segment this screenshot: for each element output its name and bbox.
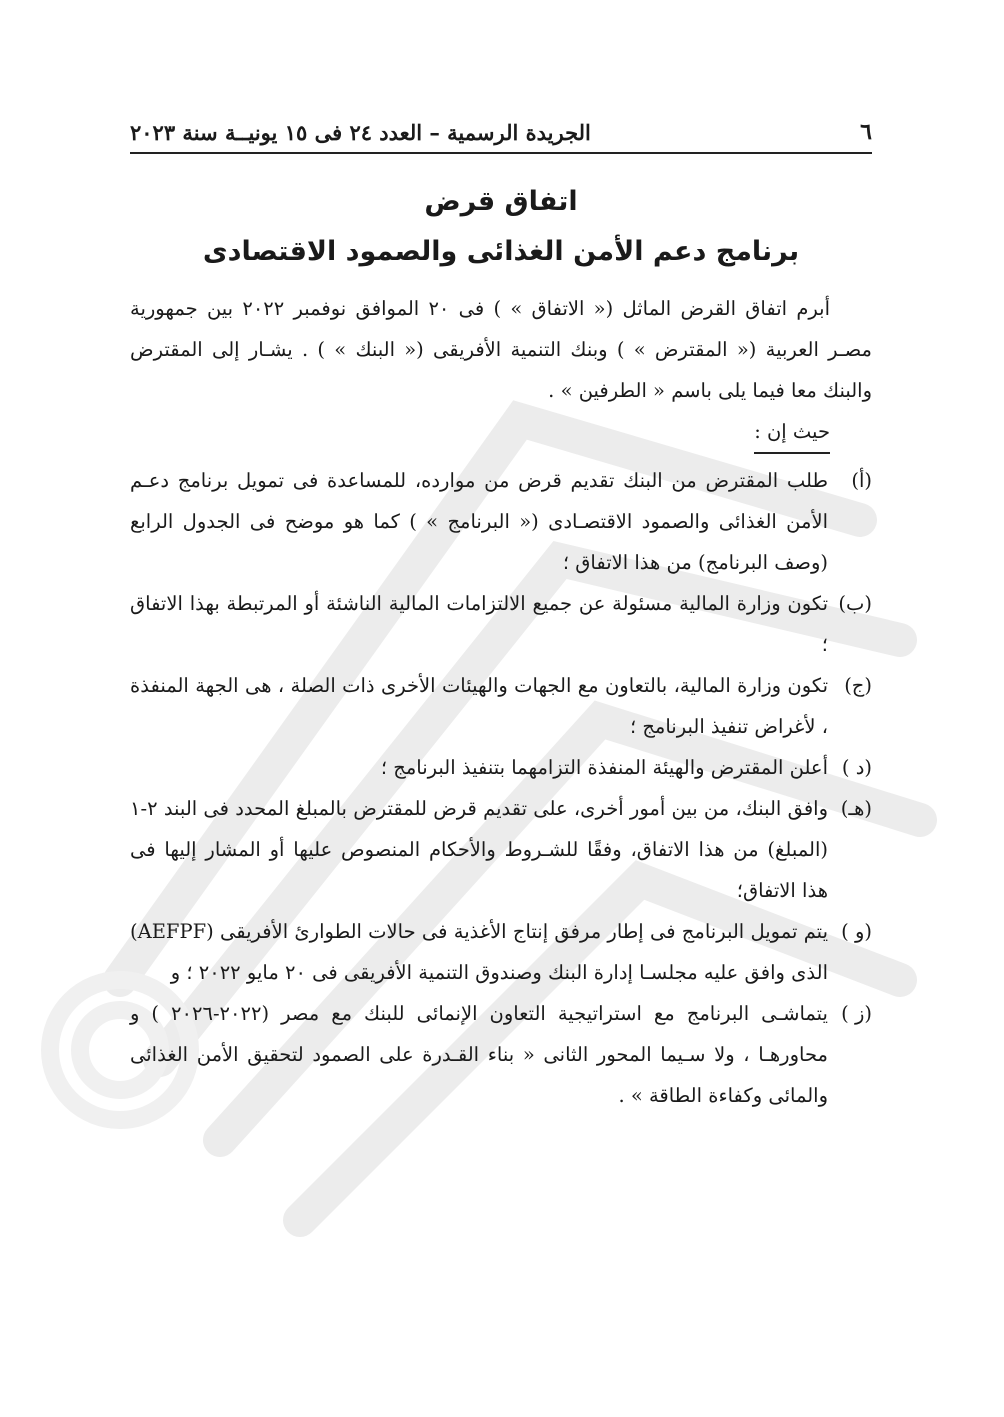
recital-label: (هـ) bbox=[840, 797, 872, 820]
recital-text: يتم تمويل البرنامج فى إطار مرفق إنتاج الأغذية فى حالات الطوارئ الأفريقى (AEFPF) الذى وافق عليه مجلسـا إدارة البنك وصندوق التنمية الأفريقى فى ٢٠ مايو ٢٠٢٢ ؛ و bbox=[130, 920, 828, 984]
recital-text: وافق البنك، من بين أمور أخرى، على تقديم قرض للمقترض بالمبلغ المحدد فى البند ٢-١ (المبلغ) من هذا الاتفاق، وفقًا للشـروط والأحكام المنصوص عليها أو المشار إليها فى هذا الاتفاق؛ bbox=[130, 797, 828, 902]
document-title: اتفاق قرض bbox=[424, 186, 578, 217]
document-body bbox=[130, 288, 872, 1116]
recital-label: (و ) bbox=[841, 920, 872, 943]
recital-label: (ج) bbox=[844, 674, 872, 697]
recital-text: تكون وزارة المالية مسئولة عن جميع الالتزامات المالية الناشئة أو المرتبطة بهذا الاتفاق ؛ bbox=[130, 592, 828, 656]
document-subtitle: برنامج دعم الأمن الغذائى والصمود الاقتصادى bbox=[202, 236, 800, 267]
recital-item bbox=[130, 460, 872, 583]
recital-text: تكون وزارة المالية، بالتعاون مع الجهات والهيئات الأخرى ذات الصلة ، هى الجهة المنفذة ، لأغراض تنفيذ البرنامج ؛ bbox=[130, 674, 828, 738]
recital-label: (د ) bbox=[841, 756, 872, 779]
gazette-title: الجريدة الرسمية – العدد ٢٤ فى ١٥ يونيــة سنة ٢٠٢٣ bbox=[130, 119, 591, 145]
recital-label: (أ) bbox=[851, 469, 872, 492]
recital-item bbox=[130, 665, 872, 747]
page-number: ٦ bbox=[860, 119, 872, 145]
recital-item bbox=[130, 583, 872, 665]
recital-text: أعلن المقترض والهيئة المنفذة التزامهما بتنفيذ البرنامج ؛ bbox=[380, 756, 828, 779]
recital-label: (ز ) bbox=[841, 1002, 872, 1025]
recitals-list bbox=[130, 460, 872, 1116]
recital-item bbox=[130, 747, 872, 788]
whereas-heading: حيث إن : bbox=[754, 414, 830, 454]
recital-item bbox=[130, 788, 872, 911]
recital-text: يتماشـى البرنامج مع استراتيجية التعاون الإنمائى للبنك مع مصر (٢٠٢٢-٢٠٢٦ ) و محاورهـا ، ولا سـيما المحور الثانى « بناء القـدرة على الصمود لتحقيق الأمن الغذائى والمائى وكفاءة الطاقة » . bbox=[130, 1002, 828, 1107]
intro-paragraph: أبرم اتفاق القرض الماثل (« الاتفاق » ) فى ٢٠ الموافق نوفمبر ٢٠٢٢ بين جمهورية مصـر العربية (« المقترض » ) وبنك التنمية الأفريقى (« البنك » ) . يشـار إلى المقترض والبنك معا فيما يلى باسم « الطرفين » . bbox=[130, 297, 872, 402]
recital-item bbox=[130, 911, 872, 993]
recital-label: (ب) bbox=[838, 592, 872, 615]
recital-item bbox=[130, 993, 872, 1116]
recital-text: طلب المقترض من البنك تقديم قرض من موارده، للمساعدة فى تمويل برنامج دعـم الأمن الغذائى والصمود الاقتصـادى (« البرنامج » ) كما هو موضح فى الجدول الرابع (وصف البرنامج) من هذا الاتفاق ؛ bbox=[130, 469, 828, 574]
page-header bbox=[130, 112, 872, 154]
